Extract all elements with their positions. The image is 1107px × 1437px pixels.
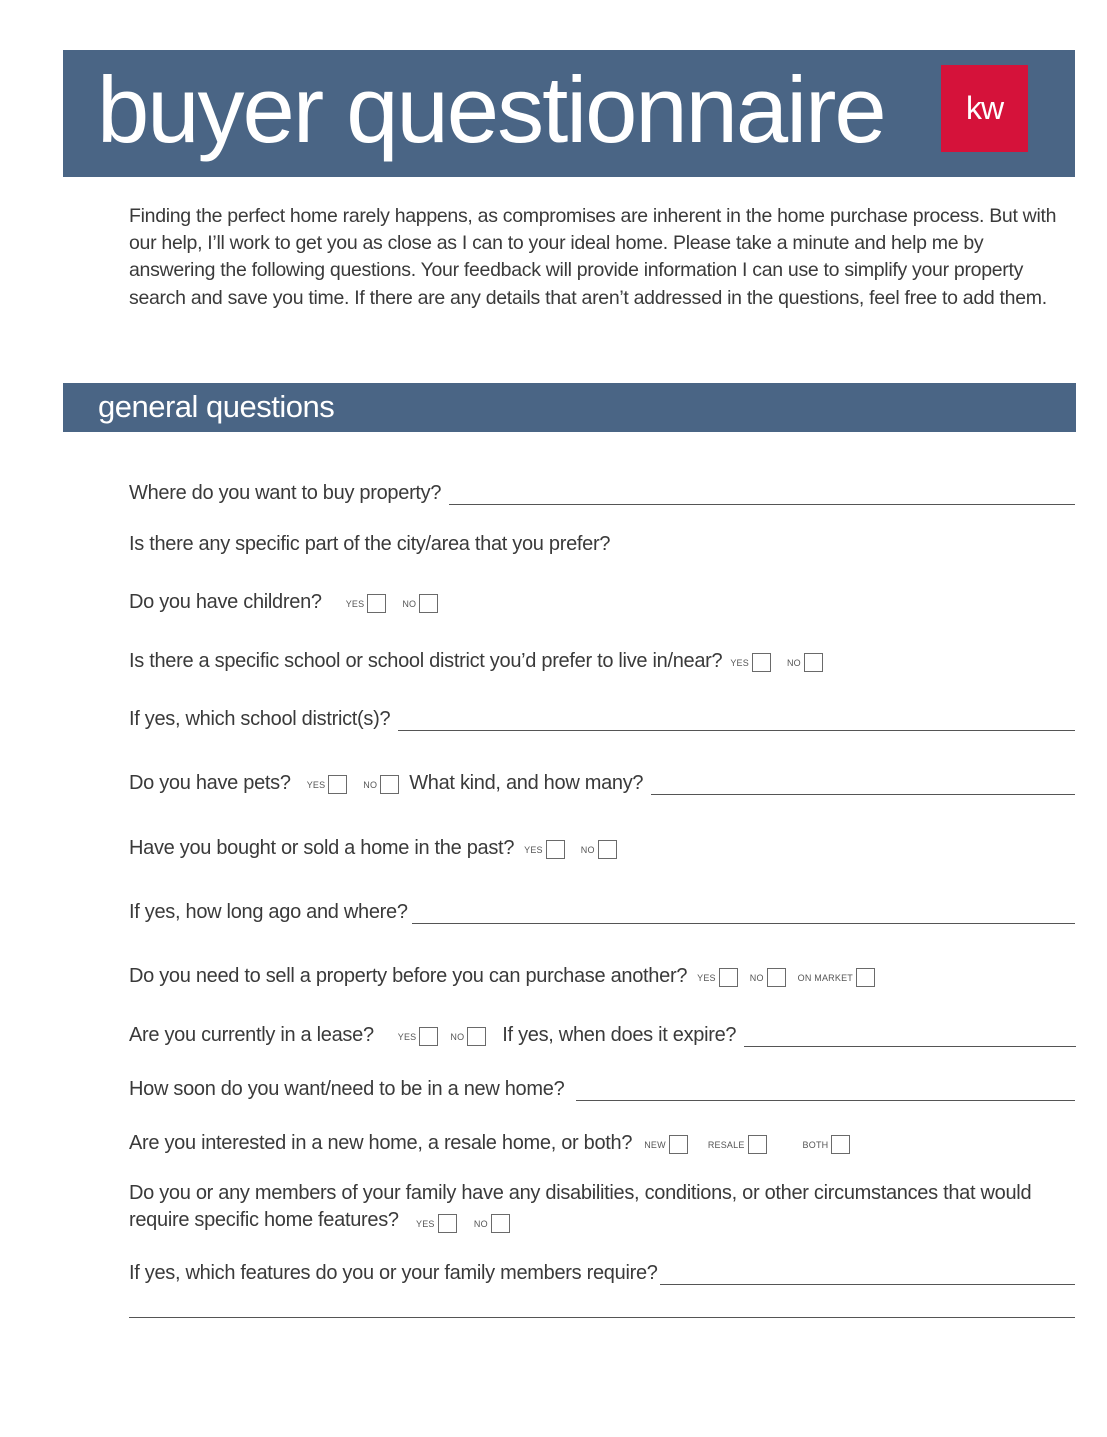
question-row-children [129,580,438,614]
answer-line-how-long-ago[interactable] [412,901,1075,924]
question-school-district: If yes, which school district(s)? [129,708,391,730]
question-row-sell-first [129,954,875,988]
bought-sold-yes-checkbox[interactable] [546,840,565,859]
option-label-yes: YES [306,780,326,790]
option-both [803,1135,851,1155]
option-label-no: NO [749,973,764,983]
question-bought-sold: Have you bought or sold a home in the past? [129,837,515,859]
question-lease: Are you currently in a lease? [129,1024,374,1046]
home-type-both-checkbox[interactable] [831,1135,850,1154]
option-label-on-market: ON MARKET [797,973,853,983]
option-resale [708,1135,767,1155]
question-row-how-soon [129,1067,1075,1101]
intro-paragraph: Finding the perfect home rarely happens, as compromises are inherent in the home purchase process. But with our help, I’ll work to get you as close as I can to your ideal home. Please take a minute and help me by answering the following questions. Your feedback will provide information I can use to simplify your property search and save you time. If there are any details that aren’t addressed in the questions, feel free to add them. [129,205,1057,309]
answer-line-features-continued[interactable] [129,1317,1075,1318]
question-row-disabilities [129,1180,1074,1234]
children-yes-checkbox[interactable] [367,594,386,613]
option-label-new: NEW [644,1140,666,1150]
home-type-resale-checkbox[interactable] [748,1135,767,1154]
header-banner [63,50,1075,177]
children-no-checkbox[interactable] [419,594,438,613]
answer-line-school-district[interactable] [398,708,1075,731]
sell-first-yes-checkbox[interactable] [719,968,738,987]
disabilities-yes-checkbox[interactable] [438,1214,457,1233]
question-row-lease [129,1013,1076,1047]
option-new [644,1135,688,1155]
option-yes [416,1214,457,1234]
home-type-new-checkbox[interactable] [669,1135,688,1154]
option-label-resale: RESALE [707,1140,745,1150]
question-children: Do you have children? [129,591,322,613]
option-label-no: NO [402,599,417,609]
option-label-yes: YES [524,845,543,855]
school-no-checkbox[interactable] [804,653,823,672]
answer-line-how-soon[interactable] [576,1078,1075,1101]
question-row-pets [129,761,1075,795]
question-lease-expire: If yes, when does it expire? [502,1024,737,1046]
question-area-preference: Is there any specific part of the city/area that you prefer? [129,533,611,555]
lease-no-checkbox[interactable] [467,1027,486,1046]
option-yes [524,840,565,860]
option-no [787,653,823,673]
option-no [402,594,438,614]
option-on-market [798,968,875,988]
option-no [581,840,617,860]
question-row-school [129,639,823,673]
question-disabilities: Do you or any members of your family have any disabilities, conditions, or other circumstances that would require specific home features? [129,1182,1032,1231]
question-features: If yes, which features do you or your family members require? [129,1262,658,1284]
question-row-home-type [129,1121,850,1155]
option-no [750,968,786,988]
pets-yes-checkbox[interactable] [328,775,347,794]
lease-yes-checkbox[interactable] [419,1027,438,1046]
option-yes [398,1027,439,1047]
question-pet-kind: What kind, and how many? [409,772,644,794]
option-label-yes: YES [730,658,749,668]
option-no [474,1214,510,1234]
kw-logo: kw [941,65,1028,152]
answer-line-features[interactable] [660,1262,1075,1285]
sell-first-no-checkbox[interactable] [767,968,786,987]
option-no [450,1027,486,1047]
question-where-buy: Where do you want to buy property? [129,482,442,504]
option-label-yes: YES [697,973,716,983]
question-row-where-buy [129,471,1075,505]
question-how-long-ago: If yes, how long ago and where? [129,901,408,923]
option-yes [346,594,387,614]
question-school: Is there a specific school or school district you’d prefer to live in/near? [129,650,723,672]
pets-no-checkbox[interactable] [380,775,399,794]
sell-first-on-market-checkbox[interactable] [856,968,875,987]
option-label-yes: YES [416,1219,435,1229]
question-row-area [129,522,1075,556]
option-yes [697,968,738,988]
option-label-no: NO [580,845,595,855]
school-yes-checkbox[interactable] [752,653,771,672]
answer-line-where-buy[interactable] [449,482,1075,505]
document-title: buyer questionnaire [97,57,885,162]
answer-line-pet-kind[interactable] [651,772,1075,795]
bought-sold-no-checkbox[interactable] [598,840,617,859]
question-row-bought-sold [129,826,617,860]
question-sell-first: Do you need to sell a property before you can purchase another? [129,965,688,987]
question-row-school-district [129,697,1075,731]
option-label-yes: YES [397,1032,417,1042]
question-row-how-long-ago [129,890,1075,924]
option-yes [307,775,348,795]
question-row-features [129,1251,1075,1285]
section-title: general questions [98,389,335,424]
option-label-no: NO [473,1219,488,1229]
question-home-type: Are you interested in a new home, a resale home, or both? [129,1132,633,1154]
option-label-both: BOTH [802,1140,829,1150]
question-pets: Do you have pets? [129,772,291,794]
option-label-yes: YES [345,599,365,609]
section-bar [63,383,1076,432]
question-how-soon: How soon do you want/need to be in a new home? [129,1078,565,1100]
option-no [363,775,399,795]
option-yes [730,653,771,673]
option-label-no: NO [363,780,378,790]
disabilities-no-checkbox[interactable] [491,1214,510,1233]
option-label-no: NO [450,1032,465,1042]
answer-line-lease-expire[interactable] [744,1024,1076,1047]
option-label-no: NO [786,658,801,668]
